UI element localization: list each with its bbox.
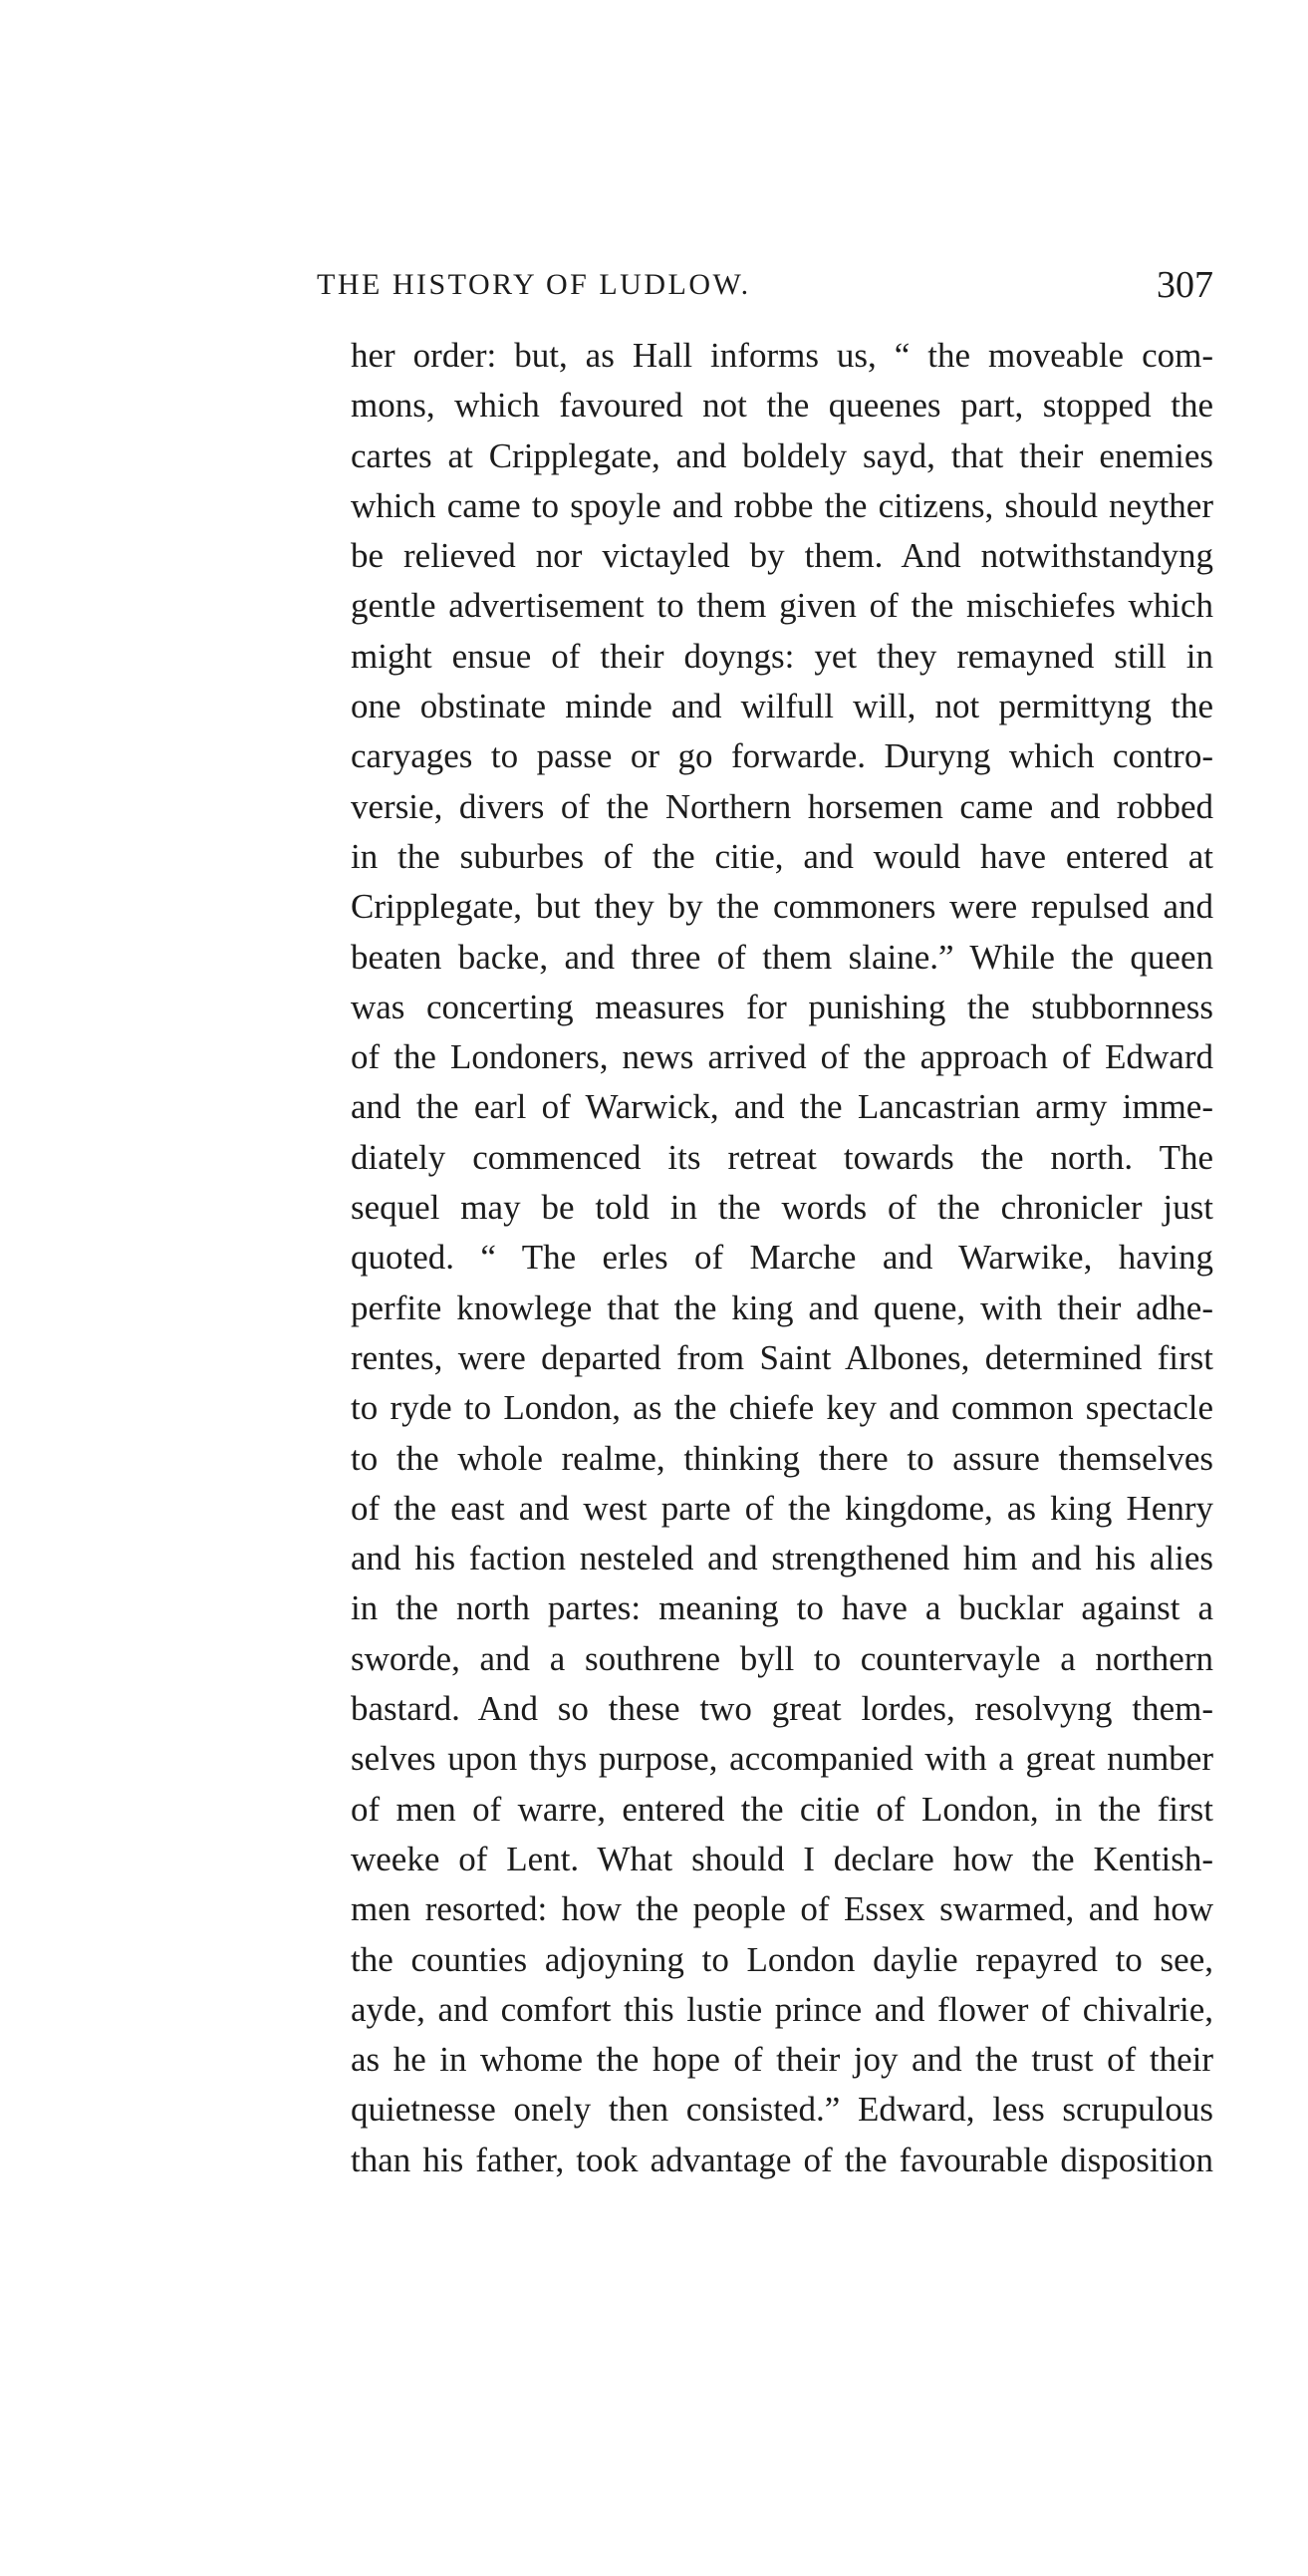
- text-line: caryages to passe or go forwarde. Duryng which contro-: [351, 736, 1213, 776]
- text-line: might ensue of their doyngs: yet they remayned still in: [351, 636, 1213, 676]
- text-line: mons, which favoured not the queenes part, stopped the: [351, 386, 1213, 426]
- text-line: versie, divers of the Northern horsemen came and robbed: [351, 786, 1213, 826]
- text-line: of the east and west parte of the kingdome, as king Henry: [351, 1488, 1213, 1528]
- text-line: to ryde to London, as the chiefe key and common spectacle: [351, 1388, 1213, 1428]
- text-line: one obstinate minde and wilfull will, not permittyng the: [351, 687, 1213, 726]
- text-line: to the whole realme, thinking there to assure themselves: [351, 1438, 1213, 1478]
- text-line: rentes, were departed from Saint Albones, determined first: [351, 1337, 1213, 1377]
- text-line: cartes at Cripplegate, and boldely sayd, that their enemies: [351, 435, 1213, 475]
- text-line: was concerting measures for punishing the stubbornness: [351, 987, 1213, 1026]
- text-line: be relieved nor victayled by them. And notwithstandyng: [351, 536, 1213, 576]
- text-line: sequel may be told in the words of the chronicler just: [351, 1188, 1213, 1228]
- text-line: Cripplegate, but they by the commoners were repulsed and: [351, 887, 1213, 927]
- text-line: gentle advertisement to them given of the mischiefes which: [351, 586, 1213, 626]
- text-line: of the Londoners, news arrived of the approach of Edward: [351, 1037, 1213, 1077]
- text-line: sworde, and a southrene byll to countervayle a northern: [351, 1638, 1213, 1678]
- text-line: quietnesse onely then consisted.” Edward, less scrupulous: [351, 2090, 1213, 2130]
- text-line: beaten backe, and three of them slaine.” While the queen: [351, 937, 1213, 977]
- text-line: diately commenced its retreat towards the north. The: [351, 1137, 1213, 1177]
- body-text: [351, 331, 1213, 2185]
- running-title: THE HISTORY OF LUDLOW.: [317, 268, 751, 301]
- text-line: and the earl of Warwick, and the Lancastrian army imme-: [351, 1087, 1213, 1127]
- text-line: weeke of Lent. What should I declare how the Kentish-: [351, 1839, 1213, 1878]
- text-line: ayde, and comfort this lustie prince and flower of chivalrie,: [351, 1989, 1213, 2029]
- text-line: of men of warre, entered the citie of London, in the first: [351, 1789, 1213, 1829]
- text-line: as he in whome the hope of their joy and the trust of their: [351, 2040, 1213, 2080]
- text-line: than his father, took advantage of the favourable disposition: [351, 2140, 1213, 2179]
- text-line: in the suburbes of the citie, and would have entered at: [351, 836, 1213, 876]
- text-line: perfite knowlege that the king and quene, with their adhe-: [351, 1288, 1213, 1327]
- text-line: bastard. And so these two great lordes, resolvyng them-: [351, 1689, 1213, 1729]
- running-head: [317, 263, 1213, 307]
- text-line: her order: but, as Hall informs us, “ the moveable com-: [351, 336, 1213, 375]
- text-line: men resorted: how the people of Essex swarmed, and how: [351, 1889, 1213, 1929]
- page-number: 307: [1157, 264, 1213, 306]
- text-line: which came to spoyle and robbe the citizens, should neyther: [351, 485, 1213, 525]
- text-line: quoted. “ The erles of Marche and Warwike, having: [351, 1238, 1213, 1278]
- text-line: selves upon thys purpose, accompanied with a great number: [351, 1739, 1213, 1779]
- text-line: and his faction nesteled and strengthened him and his alies: [351, 1539, 1213, 1578]
- text-line: the counties adjoyning to London daylie repayred to see,: [351, 1939, 1213, 1979]
- text-line: in the north partes: meaning to have a bucklar against a: [351, 1588, 1213, 1628]
